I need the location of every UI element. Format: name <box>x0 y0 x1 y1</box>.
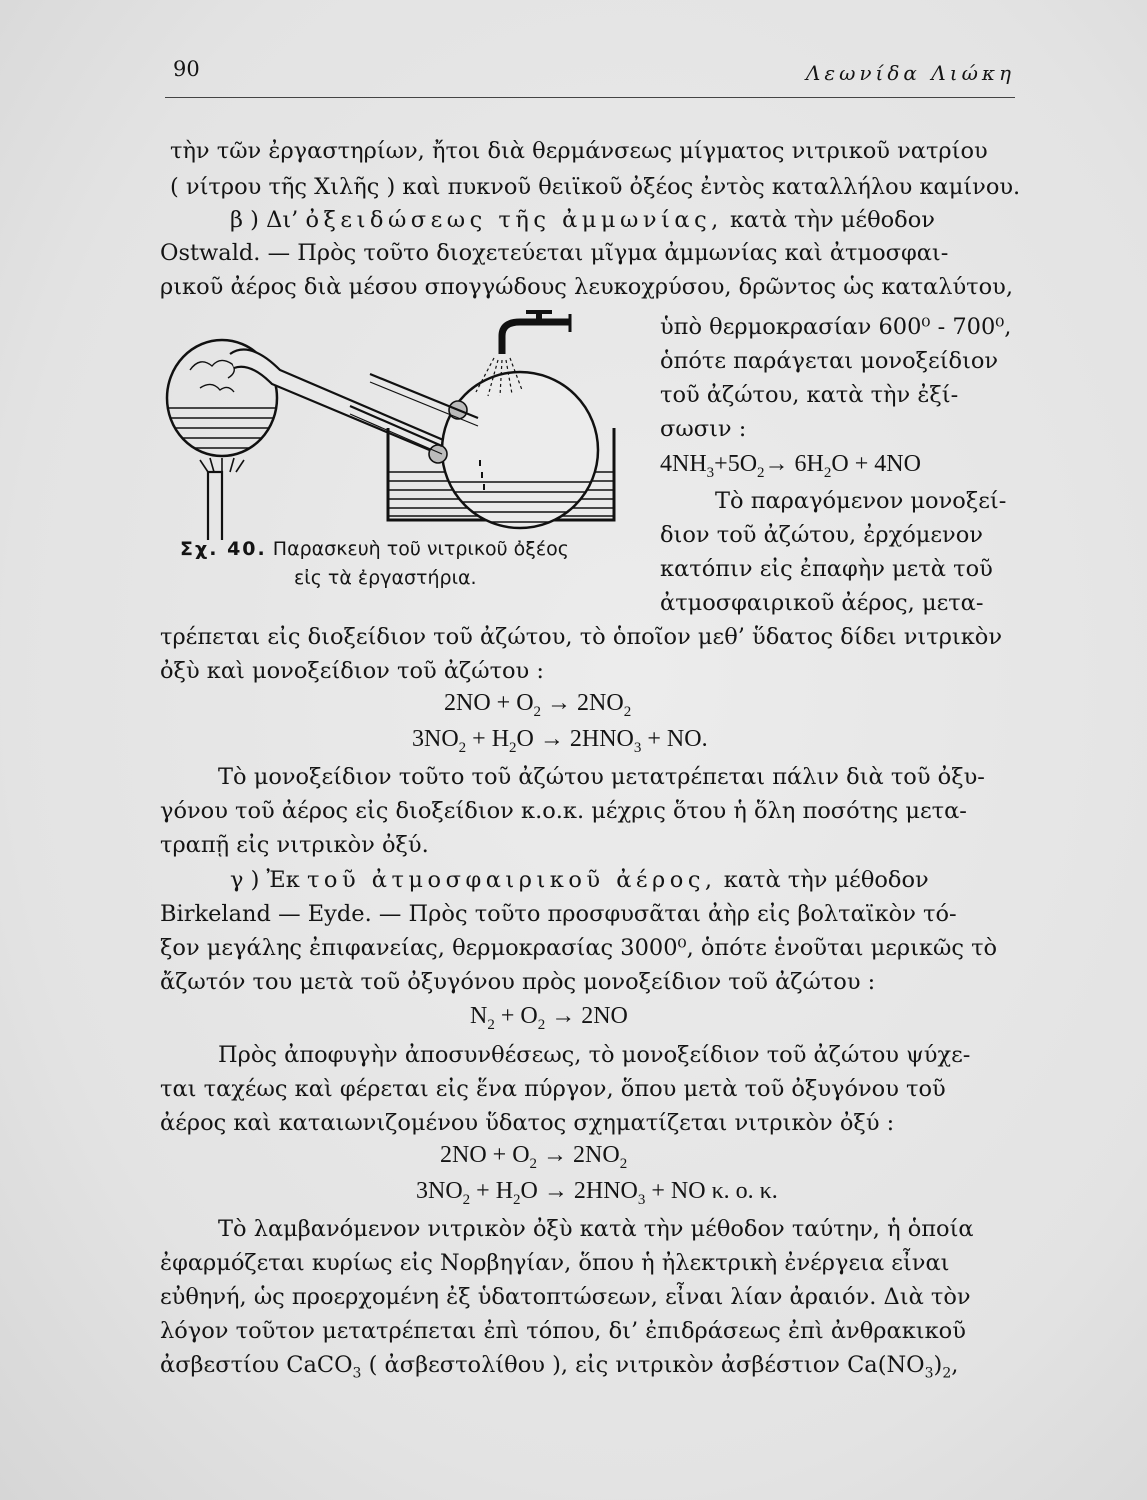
side-text-line: κατόπιν εἰς ἐπαφὴν μετὰ τοῦ <box>660 556 993 582</box>
side-text-line: διον τοῦ ἀζώτου, ἐρχόμενον <box>660 522 983 548</box>
apparatus-figure <box>160 310 640 540</box>
text-line: Τὸ λαμβανόμενον νιτρικὸν ὀξὺ κατὰ τὴν μέθοδον ταύτην, ἡ ὁποία <box>218 1216 974 1242</box>
running-header <box>165 55 1015 98</box>
text-line: Πρὸς ἀποφυγὴν ἀποσυνθέσεως, τὸ μονοξείδιον τοῦ ἀζώτου ψύχε- <box>218 1042 971 1068</box>
text-line: ξον μεγάλης ἐπιφανείας, θερμοκρασίας 3000⁰, ὁπότε ἑνοῦται μερικῶς τὸ <box>160 935 998 961</box>
page-number: 90 <box>173 57 200 81</box>
burner <box>200 458 244 540</box>
text-line: ὀξὺ καὶ μονοξείδιον τοῦ ἀζώτου : <box>160 658 544 684</box>
figure-number: Σχ. 40. <box>180 538 267 560</box>
text-line: Ostwald. — Πρὸς τοῦτο διοχετεύεται μῖγμα ἀμμωνίας καὶ ἀτμοσφαι- <box>160 240 949 266</box>
heading-spaced: τοῦ ἀτμοσφαιρικοῦ ἀέρος, <box>306 867 717 893</box>
text-line: Birkeland — Eyde. — Πρὸς τοῦτο προσφυσᾶται ἀὴρ εἰς βολταϊκὸν τό- <box>160 901 957 927</box>
text-line: εὐθηνή, ὡς προερχομένη ἐξ ὑδατοπτώσεων, εἶναι λίαν ἀραιόν. Διὰ τὸν <box>160 1284 971 1310</box>
section-heading-b <box>230 203 935 237</box>
running-author: Λεωνίδα Λιώκη <box>805 61 1015 85</box>
equation-nitrogen-oxidation: $N_2 + O_2 \to 2NO$ <box>470 1003 628 1033</box>
text-line-final: ἀσβεστίου CaCO$_3$ ( ἀσβεστολίθου ), εἰς νιτρικὸν ἀσβέστιον $Ca(NO_3)_2$, <box>160 1352 959 1382</box>
side-text-line: ὁπότε παράγεται μονοξείδιον <box>660 348 999 374</box>
figure-caption-line1 <box>180 534 569 564</box>
heading-spaced: ὀξειδώσεως τῆς ἀμμωνίας, <box>305 207 723 233</box>
text-line: τραπῇ εἰς νιτρικὸν ὀξύ. <box>160 832 429 858</box>
text-line: ( νίτρου τῆς Χιλῆς ) καὶ πυκνοῦ θειϊκοῦ ὀξέος ἐντὸς καταλλήλου καμίνου. <box>170 174 1021 200</box>
equation-no-oxidation-2: $2NO + O_2 \to 2NO_2$ <box>440 1142 628 1172</box>
text-line: ται ταχέως καὶ φέρεται εἰς ἕνα πύργον, ὅπου μετὰ τοῦ ὀξυγόνου τοῦ <box>160 1076 946 1102</box>
text-line: τρέπεται εἰς διοξείδιον τοῦ ἀζώτου, τὸ ὁποῖον μεθ’ ὕδατος δίδει νιτρικὸν <box>160 624 1003 650</box>
heading-rest: κατὰ τὴν μέθοδον <box>729 207 935 233</box>
side-text-line: ἀτμοσφαιρικοῦ ἀέρος, μετα- <box>660 590 984 616</box>
receiving-flask <box>429 372 600 528</box>
text-line: ρικοῦ ἀέρος διὰ μέσου σπογγώδους λευκοχρύσου, δρῶντος ὡς καταλύτου, <box>160 274 1013 300</box>
ostwald-equation: $4NH_3+5O_2\to 6H_2O + 4NO$ <box>660 451 921 481</box>
caption-text: Παρασκευὴ τοῦ νιτρικοῦ ὀξέος <box>272 538 569 560</box>
text-line: Τὸ μονοξείδιον τοῦτο τοῦ ἀζώτου μετατρέπεται πάλιν διὰ τοῦ ὀξυ- <box>218 764 985 790</box>
heading-label: β ) Δι’ <box>230 207 299 233</box>
equation-nitric-formation: $3NO_2 + H_2O \to 2HNO_3$ + NO. <box>412 726 708 756</box>
heading-label: γ ) Ἐκ <box>230 867 300 893</box>
text-line: τὴν τῶν ἐργαστηρίων, ἤτοι διὰ θερμάνσεως μίγματος νιτρικοῦ νατρίου <box>170 138 988 164</box>
equation-no-oxidation: $2NO + O_2 \to 2NO_2$ <box>444 690 632 720</box>
text-line: ἄζωτόν του μετὰ τοῦ ὀξυγόνου πρὸς μονοξείδιον τοῦ ἀζώτου : <box>160 969 876 995</box>
side-text-line: Τὸ παραγόμενον μονοξεί- <box>715 488 1007 514</box>
text-line: λόγον τοῦτον μετατρέπεται ἐπὶ τόπου, δι’ ἐπιδράσεως ἐπὶ ἀνθρακικοῦ <box>160 1318 966 1344</box>
heading-rest: κατὰ τὴν μέθοδον <box>723 867 929 893</box>
side-text-line: σωσιν : <box>660 416 747 442</box>
side-text-line: ὑπὸ θερμοκρασίαν 600⁰ - 700⁰, <box>660 314 1012 340</box>
text-line: ἐφαρμόζεται κυρίως εἰς Νορβηγίαν, ὅπου ἡ ἠλεκτρικὴ ἐνέργεια εἶναι <box>160 1250 950 1276</box>
equation-nitric-formation-2: $3NO_2 + H_2O \to 2HNO_3$ + NO κ. ο. κ. <box>416 1178 778 1208</box>
section-heading-c <box>230 863 929 897</box>
side-text-line: τοῦ ἀζώτου, κατὰ τὴν ἐξί- <box>660 382 959 408</box>
figure-caption-line2: εἰς τὰ ἐργαστήρια. <box>294 567 477 589</box>
text-line: ἀέρος καὶ καταιωνιζομένου ὕδατος σχηματίζεται νιτρικὸν ὀξύ : <box>160 1110 895 1136</box>
text-line: γόνου τοῦ ἀέρος εἰς διοξείδιον κ.ο.κ. μέχρις ὅτου ἡ ὅλη ποσότης μετα- <box>160 798 967 824</box>
